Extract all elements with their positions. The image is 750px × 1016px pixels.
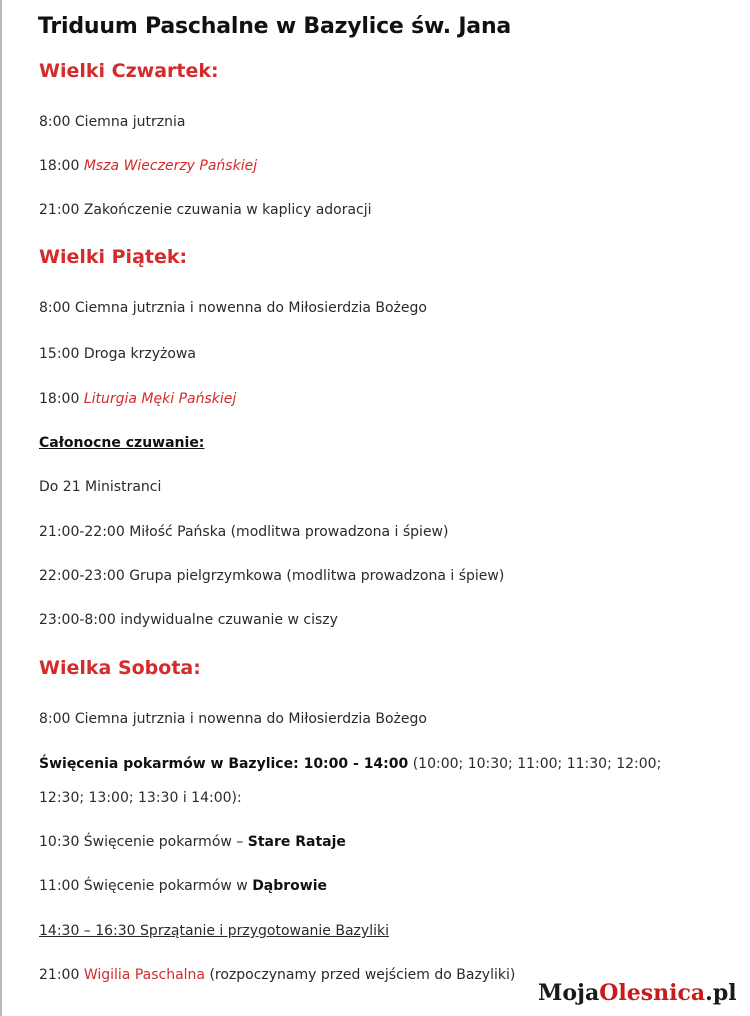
watermark-logo [538,980,737,1006]
time: 15:00 [39,346,80,362]
page-title: Triduum Paschalne w Bazylice św. Jana [38,14,512,39]
time: 8:00 [39,300,71,316]
saturday-item-cleaning: 14:30 – 16:30 Sprzątanie i przygotowanie Bazyliki [39,923,389,939]
vigil-note: (rozpoczynamy przed wejściem do Bazyliki) [209,967,516,983]
saturday-item-rataje [39,834,346,850]
watermark-part-1: Moja [538,980,600,1006]
thursday-item-1 [39,114,185,130]
blessing-title: Święcenia pokarmów w Bazylice: 10:00 - 14:00 [39,756,409,772]
vigil-item-4: 23:00-8:00 indywidualne czuwanie w ciszy [39,612,338,628]
event: Droga krzyżowa [83,346,196,362]
friday-item-2 [39,346,196,362]
thursday-item-3 [39,202,372,218]
event-liturgy: Liturgia Męki Pańskiej [83,391,237,407]
time: 21:00 [39,967,80,983]
thursday-item-2 [39,158,257,174]
event: Ciemna jutrznia i nowenna do Miłosierdzia Bożego [74,300,427,316]
blessing-times: (10:00; 10:30; 11:00; 11:30; 12:00; [412,756,662,772]
saturday-blessing-line-1 [39,756,661,772]
page-left-border [0,0,2,1016]
saturday-blessing-line-2: 12:30; 13:00; 13:30 i 14:00): [39,790,242,806]
event: Ciemna jutrznia [74,114,186,130]
friday-item-1 [39,300,427,316]
place-rataje: Stare Rataje [247,834,346,850]
saturday-item-dabrowa [39,878,327,894]
heading-saturday: Wielka Sobota: [39,657,201,679]
time: 21:00 [39,202,80,218]
event: 11:00 Święcenie pokarmów w [39,878,253,894]
event-paschal-vigil: Wigilia Paschalna [83,967,205,983]
event: 10:30 Święcenie pokarmów – [39,834,248,850]
saturday-item-morning: 8:00 Ciemna jutrznia i nowenna do Miłosierdzia Bożego [39,711,427,727]
place-dabrowa: Dąbrowie [252,878,328,894]
heading-thursday: Wielki Czwartek: [39,60,219,82]
vigil-item-3: 22:00-23:00 Grupa pielgrzymkowa (modlitwa prowadzona i śpiew) [39,568,505,584]
time: 18:00 [39,391,80,407]
vigil-item-1: Do 21 Ministranci [39,479,162,495]
saturday-item-vigil [39,967,515,983]
time: 18:00 [39,158,80,174]
friday-item-3 [39,391,236,407]
event: Zakończenie czuwania w kaplicy adoracji [83,202,372,218]
event-mass: Msza Wieczerzy Pańskiej [83,158,258,174]
heading-friday: Wielki Piątek: [39,246,188,268]
vigil-heading: Całonocne czuwanie: [39,435,205,451]
time: 8:00 [39,114,71,130]
watermark-part-2: Olesnica [599,980,706,1006]
watermark-part-3: .pl [705,980,737,1006]
vigil-item-2: 21:00-22:00 Miłość Pańska (modlitwa prowadzona i śpiew) [39,524,449,540]
